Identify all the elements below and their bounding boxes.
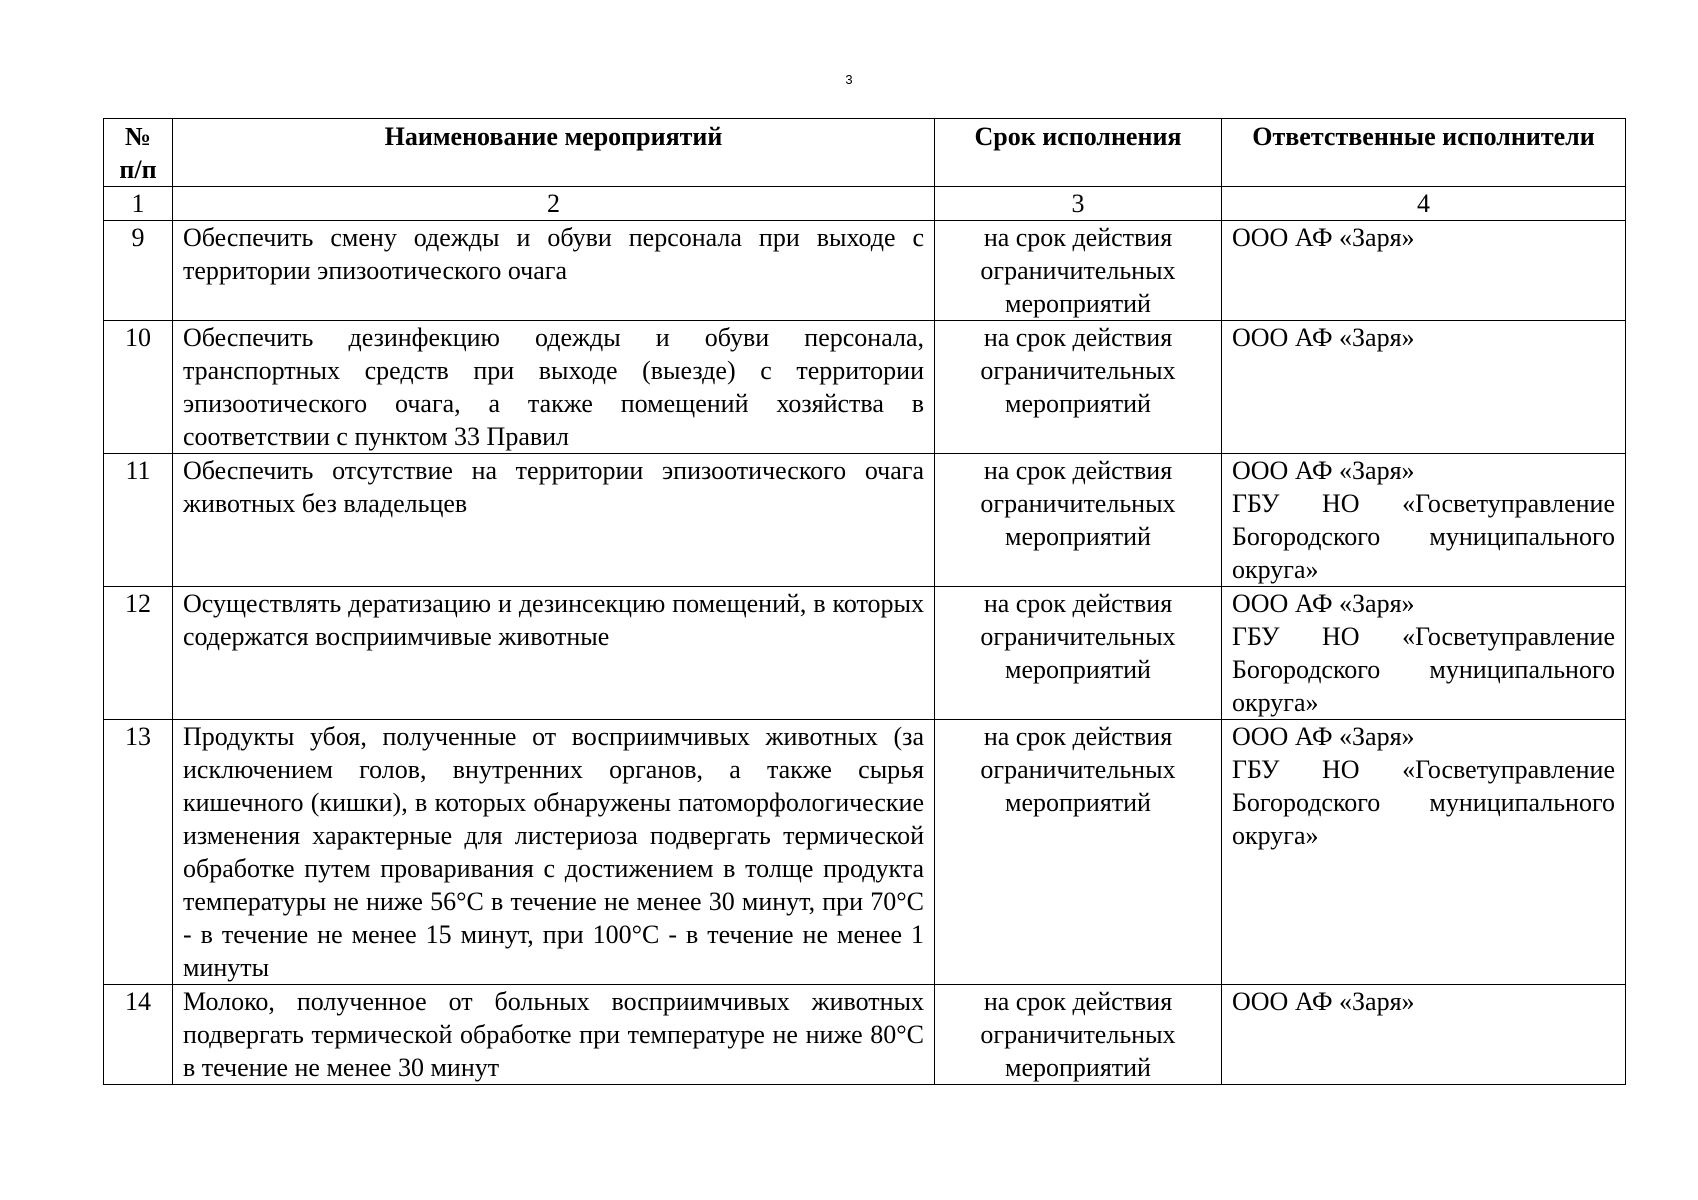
row-number: 14 [104,985,173,1085]
responsible-entry: ООО АФ «Заря» [1232,456,1415,485]
responsible [1222,985,1626,1085]
table-row [104,720,1626,985]
table-row [104,985,1626,1085]
header-num: № п/п [104,119,173,187]
column-numbers-row [104,187,1626,221]
row-number: 11 [104,454,173,587]
header-name: Наименование мероприятий [173,119,935,187]
responsible-entry: ООО АФ «Заря» [1232,323,1415,352]
responsible [1222,221,1626,321]
table-row [104,587,1626,720]
measure-name: Обеспечить отсутствие на территории эпизоотического очага животных без владельцев [173,454,935,587]
responsible [1222,454,1626,587]
row-number: 10 [104,321,173,454]
responsible [1222,321,1626,454]
responsible-entry: ООО АФ «Заря» [1232,987,1415,1016]
row-number: 12 [104,587,173,720]
table-row [104,454,1626,587]
responsible-entry: ГБУ НО «Госветуправление Богородского муниципального округа» [1232,489,1615,584]
responsible-entry: ГБУ НО «Госветуправление Богородского муниципального округа» [1232,622,1615,717]
column-number: 1 [104,187,173,221]
measure-term: на срок действия ограничительных мероприятий [935,454,1222,587]
measure-term: на срок действия ограничительных мероприятий [935,985,1222,1085]
measure-term: на срок действия ограничительных мероприятий [935,587,1222,720]
responsible-entry: ООО АФ «Заря» [1232,722,1415,751]
measure-name: Продукты убоя, полученные от восприимчивых животных (за исключением голов, внутренних органов, а также сырья кишечного (кишки), в которых обнаружены патоморфологические изменения характерные для листериоза подвергать термической обработке путем проваривания с достижением в толще продукта температуры не ниже 56°С в течение не менее 30 минут, при 70°С - в течение не менее 15 минут, при 100°С - в течение не менее 1 минуты [173,720,935,985]
measure-name: Молоко, полученное от больных восприимчивых животных подвергать термической обработке при температуре не ниже 80°С в течение не менее 30 минут [173,985,935,1085]
table-row [104,221,1626,321]
header-row [104,119,1626,187]
responsible-entry: ООО АФ «Заря» [1232,589,1415,618]
header-term: Срок исполнения [935,119,1222,187]
responsible [1222,720,1626,985]
column-number: 2 [173,187,935,221]
measure-term: на срок действия ограничительных мероприятий [935,720,1222,985]
measure-term: на срок действия ограничительных мероприятий [935,221,1222,321]
measure-term: на срок действия ограничительных мероприятий [935,321,1222,454]
row-number: 13 [104,720,173,985]
row-number: 9 [104,221,173,321]
responsible [1222,587,1626,720]
column-number: 4 [1222,187,1626,221]
column-number: 3 [935,187,1222,221]
responsible-entry: ГБУ НО «Госветуправление Богородского муниципального округа» [1232,755,1615,850]
measure-name: Осуществлять дератизацию и дезинсекцию помещений, в которых содержатся восприимчивые животные [173,587,935,720]
responsible-entry: ООО АФ «Заря» [1232,223,1415,252]
table-row [104,321,1626,454]
header-resp: Ответственные исполнители [1222,119,1626,187]
measure-name: Обеспечить смену одежды и обуви персонала при выходе с территории эпизоотического очага [173,221,935,321]
page-number: 3 [845,72,853,87]
measures-table [103,118,1626,1085]
measure-name: Обеспечить дезинфекцию одежды и обуви персонала, транспортных средств при выходе (выезде) с территории эпизоотического очага, а также помещений хозяйства в соответствии с пунктом 33 Правил [173,321,935,454]
